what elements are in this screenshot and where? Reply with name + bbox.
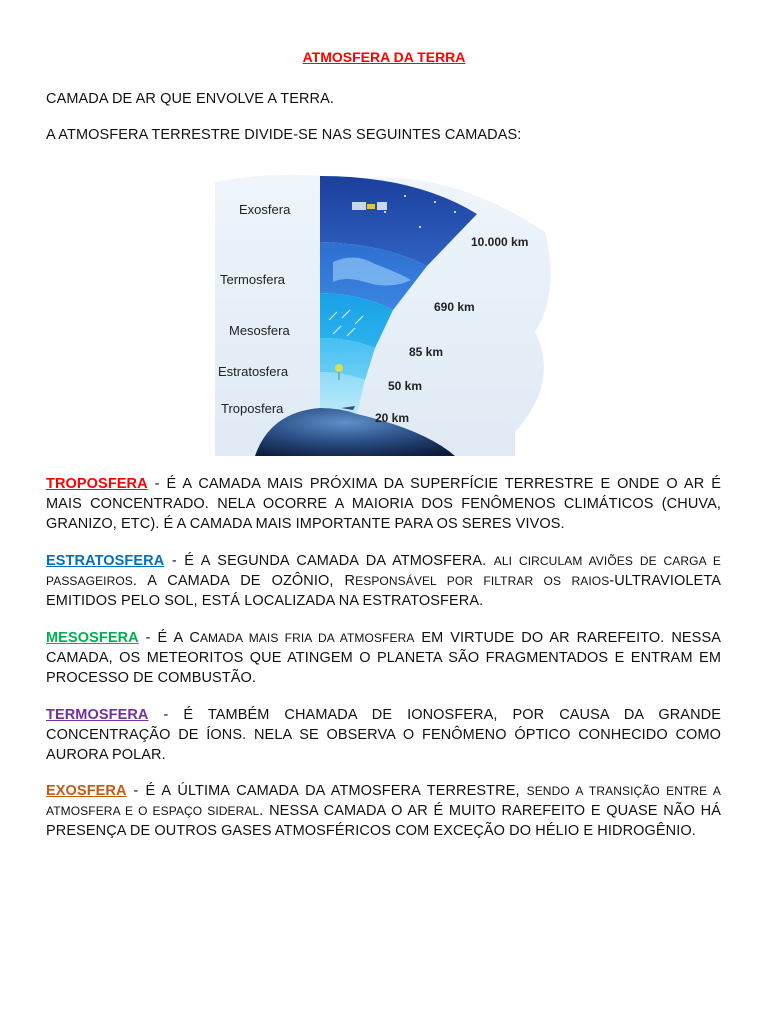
term-exosfera: EXOSFERA — [46, 783, 127, 799]
text-estratosfera-b: ALI CIRCULAM AVIÕES DE CARGA E PASSAGEIROS — [46, 554, 721, 588]
text-termosfera: - É TAMBÉM CHAMADA DE IONOSFERA, POR CAUSA DA GRANDE CONCENTRAÇÃO DE ÍONS. NELA SE OBSERVA O FENÔMENO ÓPTICO CONHECIDO COMO AURORA POLAR. — [46, 707, 721, 763]
text-exosfera-b: SENDO A TRANSIÇÃO ENTRE A ATMOSFERA E O ESPAÇO SIDERAL — [46, 784, 721, 818]
layer-label-exosfera: Exosfera — [239, 202, 291, 217]
text-estratosfera-e: -ULTRAVIOLETA EMITIDOS PELO SOL, ESTÁ LOCALIZADA NA ESTRATOSFERA. — [46, 573, 721, 609]
text-exosfera-a: - É A ÚLTIMA CAMADA DA ATMOSFERA TERRESTRE, — [126, 783, 527, 799]
altitude-label-estratosfera: 50 km — [388, 379, 423, 393]
text-mesosfera-c: EM VIRTUDE DO AR RAREFEITO. NESSA CAMADA, OS METEORITOS QUE ATINGEM O PLANETA SÃO FRAGMENTADOS E ENTRAM EM PROCESSO DE COMBUSTÃO. — [46, 630, 721, 686]
text-estratosfera-a: - É A SEGUNDA CAMADA DA ATMOSFERA. — [164, 553, 494, 569]
altitude-label-mesosfera: 85 km — [409, 345, 444, 359]
term-mesosfera: MESOSFERA — [46, 630, 139, 646]
page-title: ATMOSFERA DA TERRA — [302, 49, 466, 65]
altitude-label-termosfera: 690 km — [434, 300, 475, 314]
term-termosfera: TERMOSFERA — [46, 707, 149, 723]
layer-label-troposfera: Troposfera — [221, 401, 284, 416]
text-estratosfera-d: ESPONSÁVEL POR FILTRAR OS RAIOS — [355, 574, 610, 588]
text-troposfera: - É A CAMADA MAIS PRÓXIMA DA SUPERFÍCIE TERRESTRE E ONDE O AR É MAIS CONCENTRADO. NELA OCORRE A MAIORIA DOS FENÔMENOS CLIMÁTICOS (CHUVA, GRANIZO, ETC). É A CAMADA MAIS IMPORTANTE PARA OS SERES VIVOS. — [46, 476, 721, 532]
text-mesosfera-a: - É A C — [138, 630, 200, 646]
intro-line-2: A ATMOSFERA TERRESTRE DIVIDE-SE NAS SEGUINTES CAMADAS: — [46, 127, 522, 143]
term-estratosfera: ESTRATOSFERA — [46, 553, 165, 569]
section-exosfera — [46, 781, 721, 841]
troposfera-band — [320, 372, 365, 414]
text-estratosfera-c: . A CAMADA DE OZÔNIO, R — [132, 573, 356, 589]
text-mesosfera-b: AMADA MAIS FRIA DA ATMOSFERA — [199, 631, 415, 645]
section-mesosfera — [46, 628, 721, 688]
section-troposfera — [46, 474, 721, 534]
altitude-label-exosfera: 10.000 km — [471, 235, 529, 249]
term-troposfera: TROPOSFERA — [46, 476, 148, 492]
atmosphere-layers-figure — [215, 172, 555, 456]
layer-label-mesosfera: Mesosfera — [229, 323, 290, 338]
section-estratosfera — [46, 551, 721, 611]
section-termosfera — [46, 705, 721, 765]
layer-label-estratosfera: Estratosfera — [218, 364, 289, 379]
altitude-label-troposfera: 20 km — [375, 411, 410, 425]
intro-line-1: CAMADA DE AR QUE ENVOLVE A TERRA. — [46, 91, 335, 107]
layer-label-termosfera: Termosfera — [220, 272, 286, 287]
text-exosfera-c: . NESSA CAMADA O AR É MUITO RAREFEITO E QUASE NÃO HÁ PRESENÇA DE OUTROS GASES ATMOSFÉRICOS COM EXCEÇÃO DO HÉLIO E HIDROGÊNIO. — [46, 803, 721, 839]
